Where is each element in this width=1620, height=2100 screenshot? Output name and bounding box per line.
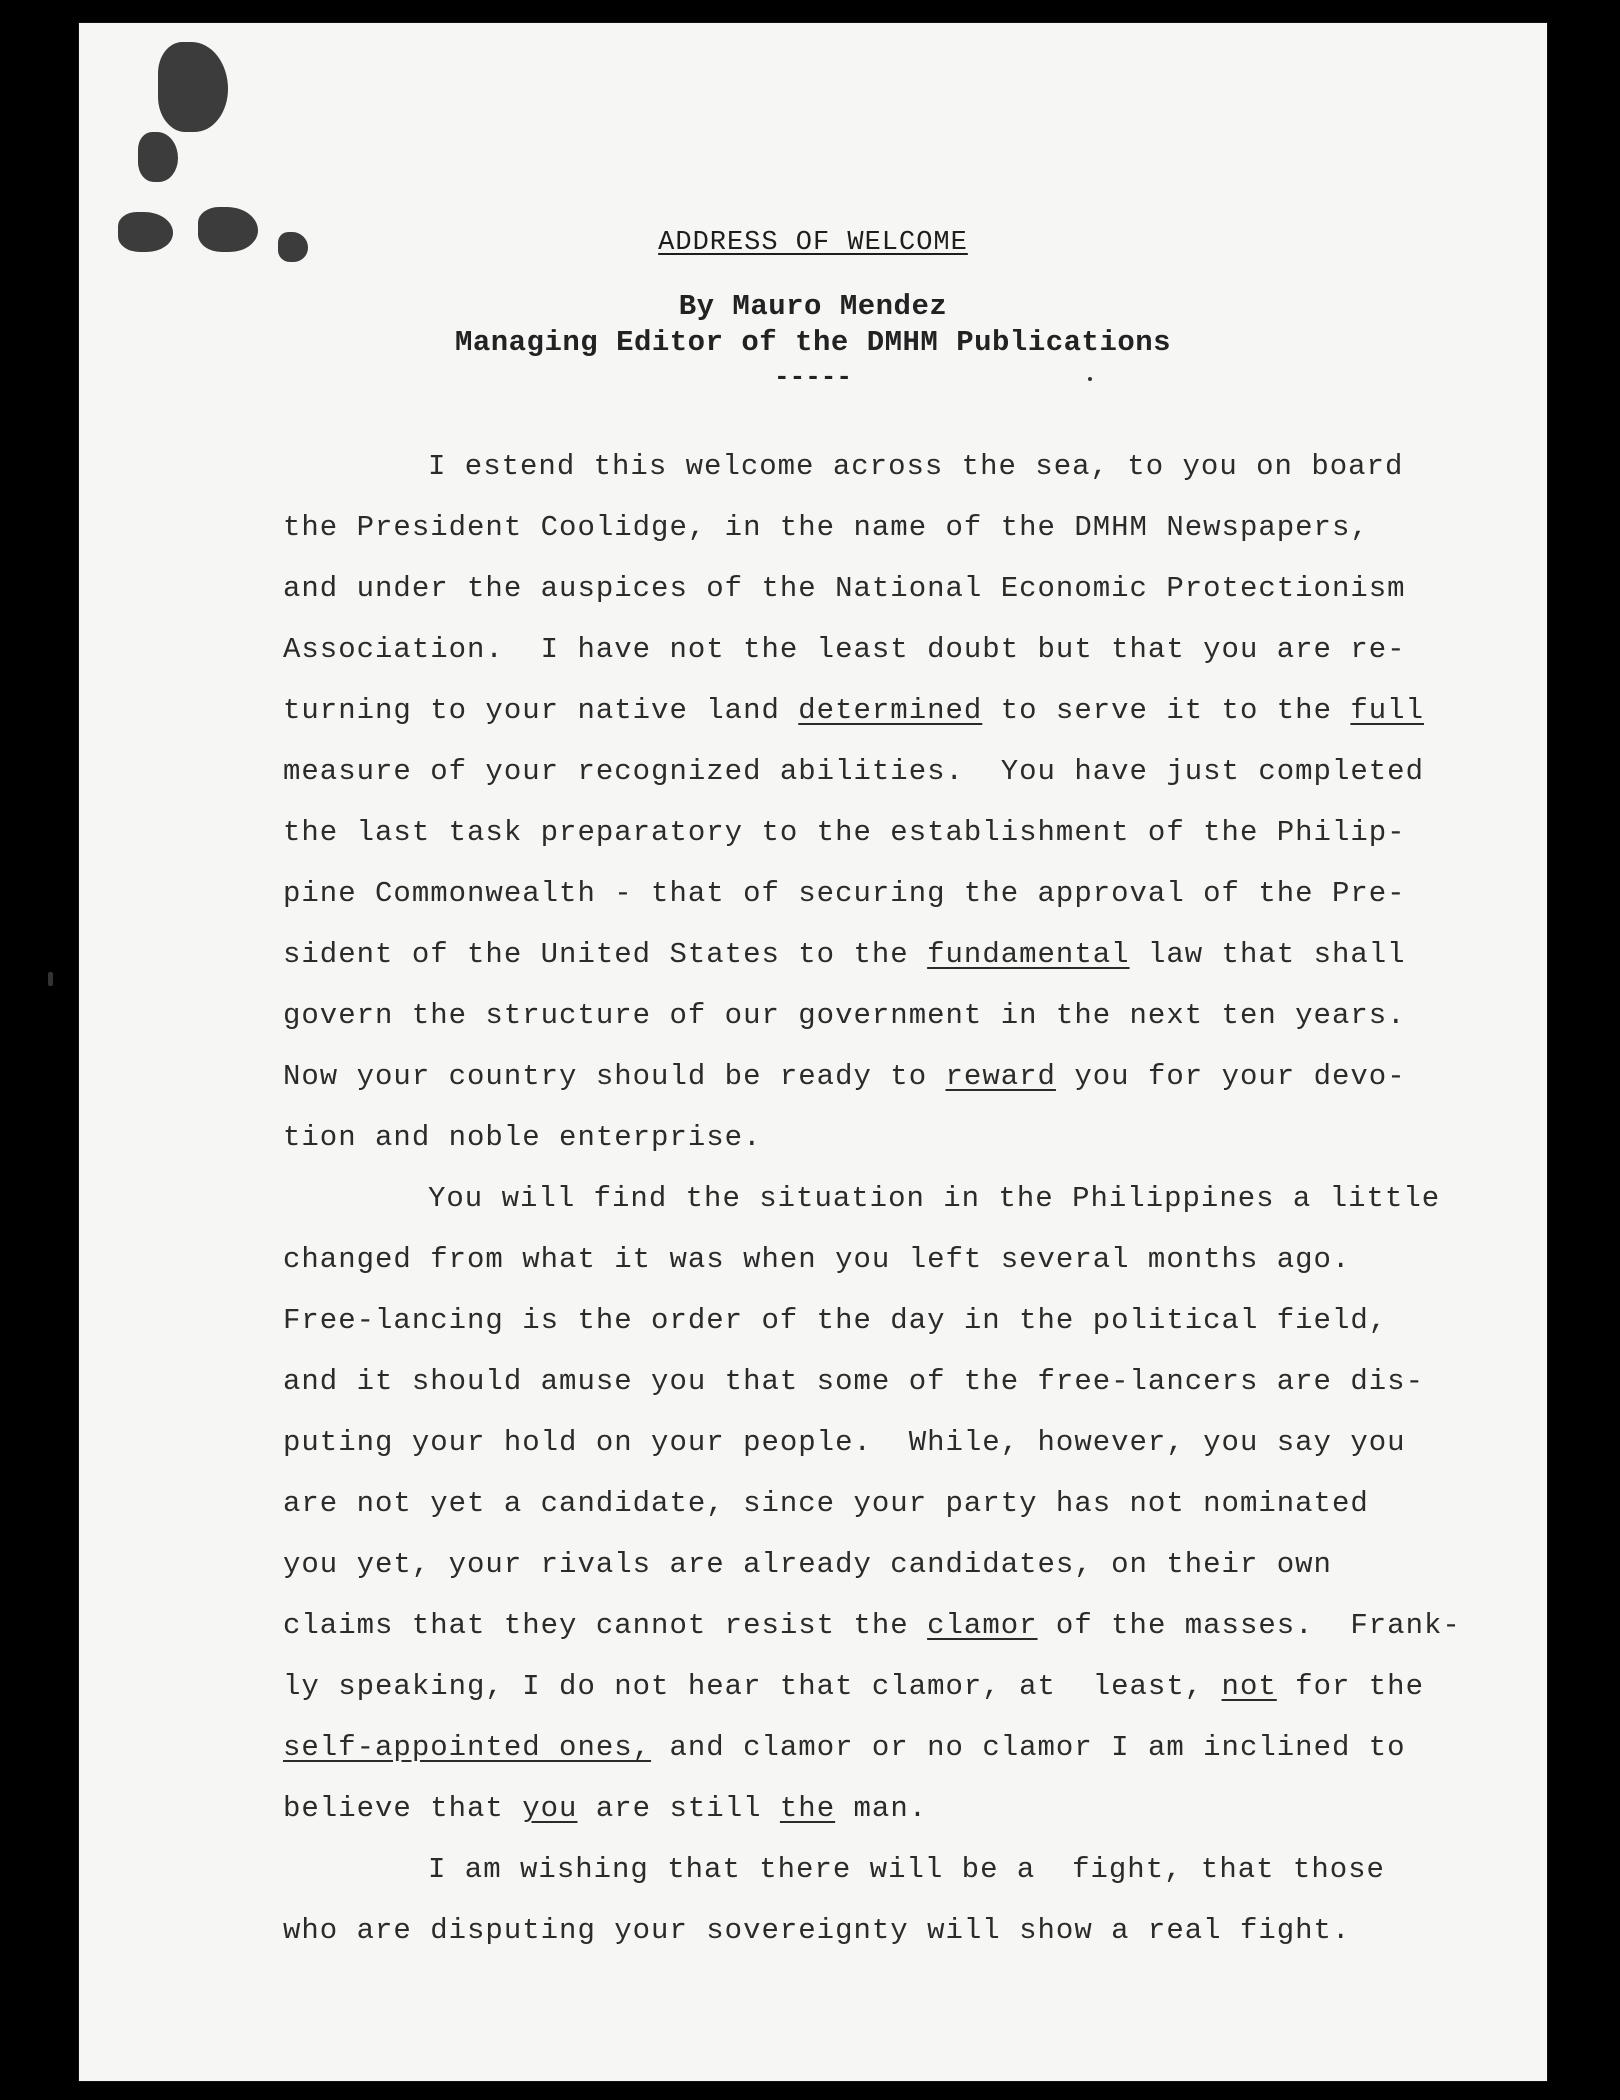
- text-run: Now your country should be ready to: [283, 1060, 946, 1093]
- text-run: ly speaking, I do not hear that clamor, at least,: [283, 1670, 1222, 1703]
- text-line: [283, 1778, 1533, 1839]
- document-page: [78, 22, 1548, 2082]
- underlined-text: full: [1350, 694, 1424, 727]
- document-title: ADDRESS OF WELCOME: [658, 228, 968, 258]
- text-line: [283, 680, 1533, 741]
- text-run: sident of the United States to the: [283, 938, 928, 971]
- ink-stain: [138, 132, 178, 182]
- text-run: Free-lancing is the order of the day in the political field,: [283, 1304, 1388, 1337]
- text-line: [283, 558, 1533, 619]
- text-line: [283, 1595, 1533, 1656]
- text-run: believe that: [283, 1792, 523, 1825]
- text-run: measure of your recognized abilities. You have just completed: [283, 755, 1424, 788]
- underlined-text: fundamental: [927, 938, 1130, 971]
- text-run: and under the auspices of the National Economic Protectionism: [283, 572, 1406, 605]
- underlined-text: you: [522, 1792, 578, 1825]
- underlined-text: reward: [945, 1060, 1056, 1093]
- text-line: [283, 863, 1533, 924]
- text-run: to serve it to the: [982, 694, 1351, 727]
- text-run: law that shall: [1129, 938, 1406, 971]
- text-line: [283, 436, 1533, 497]
- text-run: Association. I have not the least doubt but that you are re-: [283, 633, 1406, 666]
- text-line: [283, 1046, 1533, 1107]
- text-run: turning to your native land: [283, 694, 799, 727]
- text-line: [283, 619, 1533, 680]
- text-line: [283, 1900, 1533, 1961]
- text-run: who are disputing your sovereignty will show a real fight.: [283, 1914, 1351, 1947]
- underlined-text: not: [1221, 1670, 1277, 1703]
- text-line: [283, 1534, 1533, 1595]
- text-run: govern the structure of our government in the next ten years.: [283, 999, 1406, 1032]
- text-run: you for your devo-: [1055, 1060, 1406, 1093]
- text-line: [283, 1412, 1533, 1473]
- text-run: pine Commonwealth - that of securing the approval of the Pre-: [283, 877, 1406, 910]
- text-line: [283, 924, 1533, 985]
- document-body: [283, 436, 1533, 1961]
- text-line: [283, 1290, 1533, 1351]
- text-line: [283, 1473, 1533, 1534]
- text-run: puting your hold on your people. While, however, you say you: [283, 1426, 1406, 1459]
- text-run: are not yet a candidate, since your party has not nominated: [283, 1487, 1369, 1520]
- text-line: [283, 1168, 1533, 1229]
- text-run: of the masses. Frank-: [1037, 1609, 1461, 1642]
- text-run: the President Coolidge, in the name of the DMHM Newspapers,: [283, 511, 1369, 544]
- underlined-text: determined: [798, 694, 983, 727]
- text-run: the last task preparatory to the establishment of the Philip-: [283, 816, 1406, 849]
- text-line: [283, 802, 1533, 863]
- text-run: and clamor or no clamor I am inclined to: [651, 1731, 1406, 1764]
- text-run: for the: [1276, 1670, 1424, 1703]
- text-line: [283, 741, 1533, 802]
- text-run: claims that they cannot resist the: [283, 1609, 928, 1642]
- text-run: I estend this welcome across the sea, to you on board: [428, 450, 1404, 483]
- text-run: man.: [835, 1792, 928, 1825]
- text-line: [283, 497, 1533, 558]
- separator-rule: -----: [773, 362, 852, 392]
- underlined-text: clamor: [927, 1609, 1038, 1642]
- text-line: [283, 1351, 1533, 1412]
- text-line: [283, 1839, 1533, 1900]
- text-run: you yet, your rivals are already candidates, on their own: [283, 1548, 1332, 1581]
- author-byline: By Mauro Mendez: [678, 290, 948, 323]
- underlined-text: self-appointed ones,: [283, 1731, 652, 1764]
- author-role: Managing Editor of the DMHM Publications: [454, 326, 1172, 359]
- scan-border: [0, 0, 78, 2100]
- text-line: [283, 1107, 1533, 1168]
- underlined-text: the: [779, 1792, 836, 1825]
- text-run: and it should amuse you that some of the free-lancers are dis-: [283, 1365, 1424, 1398]
- text-run: You will find the situation in the Philippines a little: [428, 1182, 1441, 1215]
- text-run: I am wishing that there will be a fight, that those: [428, 1853, 1385, 1886]
- text-line: [283, 1229, 1533, 1290]
- text-run: tion and noble enterprise.: [283, 1121, 762, 1154]
- text-line: [283, 1656, 1533, 1717]
- text-line: [283, 1717, 1533, 1778]
- text-run: are still: [577, 1792, 780, 1825]
- ink-stain: [158, 42, 228, 132]
- text-line: [283, 985, 1533, 1046]
- ink-speck: [48, 972, 53, 986]
- text-run: changed from what it was when you left several months ago.: [283, 1243, 1351, 1276]
